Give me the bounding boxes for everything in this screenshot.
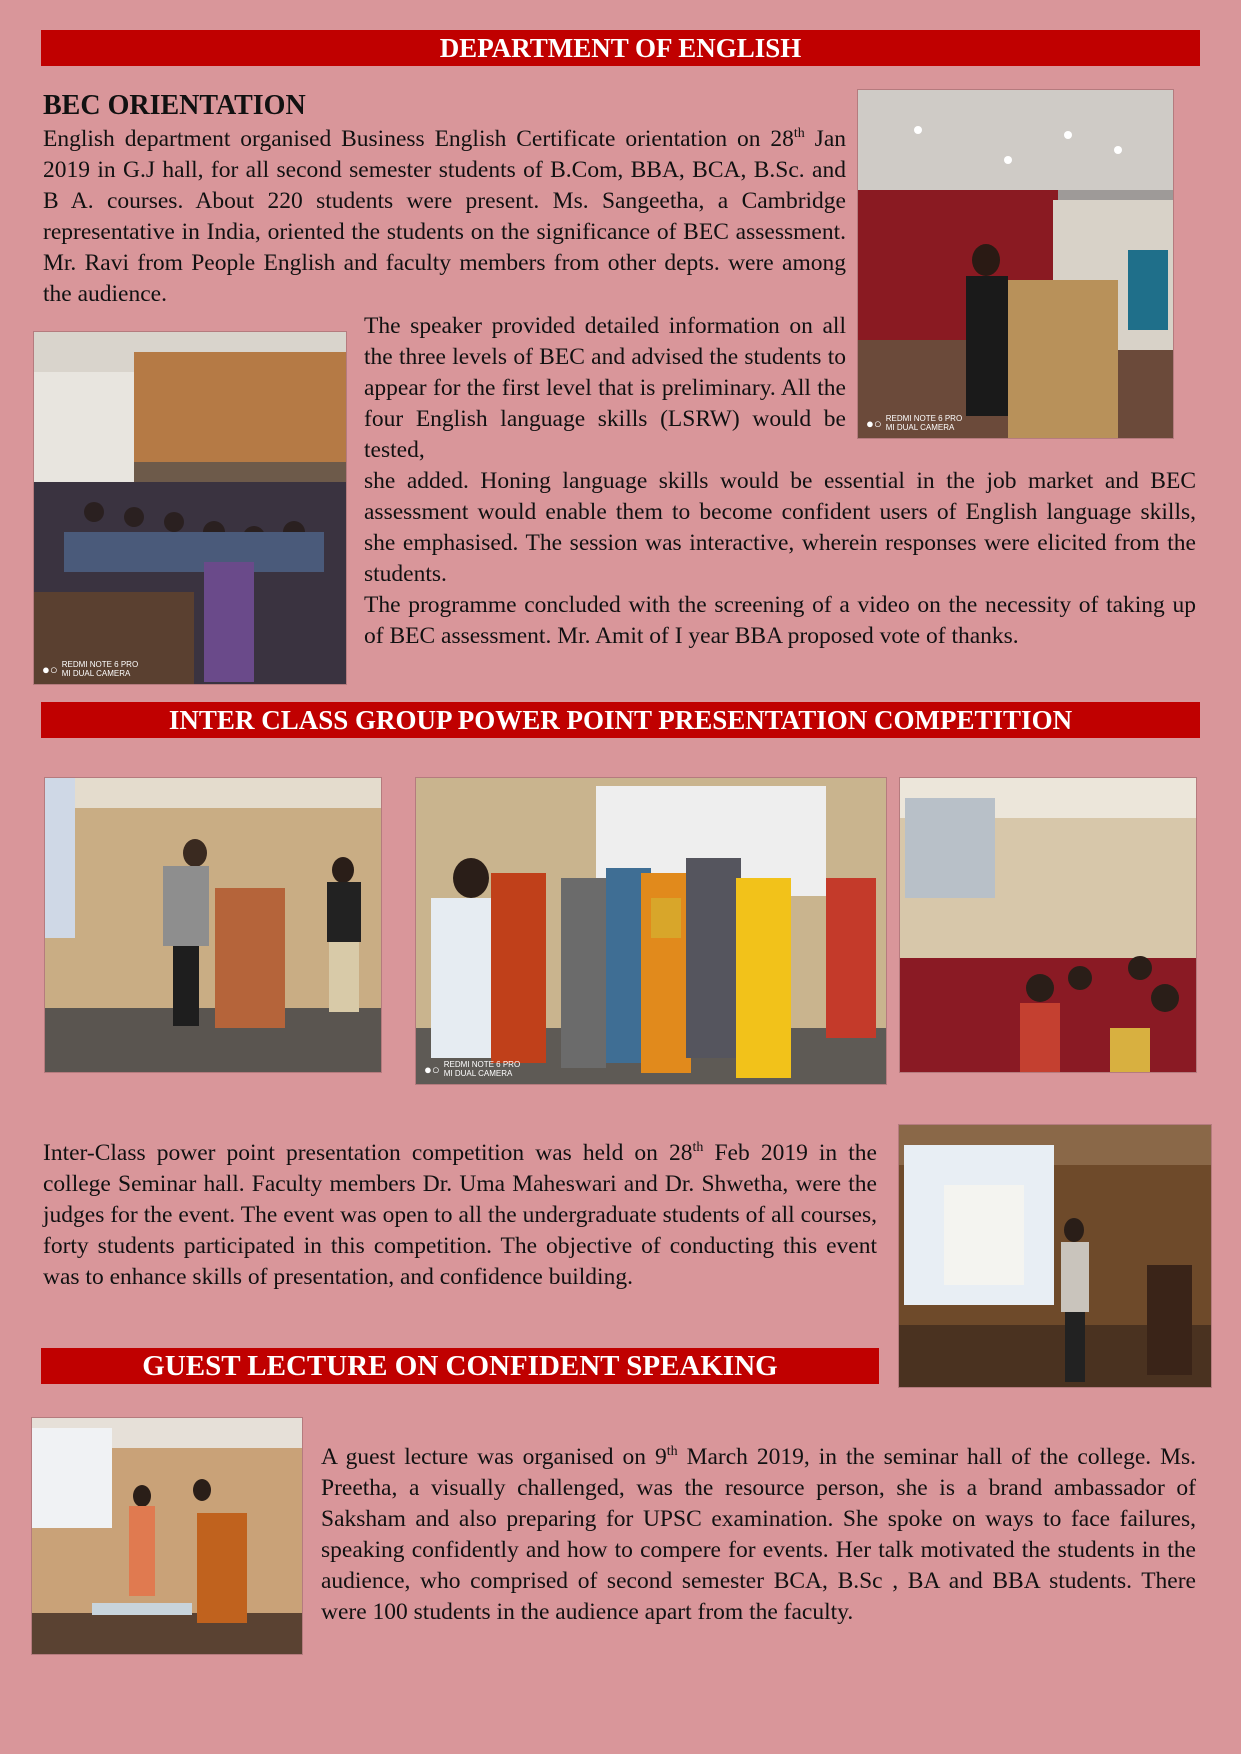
guest-heading-banner: [41, 1348, 879, 1384]
guest-paragraph: A guest lecture was organised on 9th March 2019, in the seminar hall of the college. Ms. Preetha, a visually challenged, was the resource person, she is a brand ambassador of Saksham and also preparing for UPSC examination. She spoke on ways to face failures, speaking confidently and how to compere for events. Her talk motivated the students in the audience, who comprised of second semester BCA, B.Sc , BA and BBA students. There were 100 students in the audience apart from the faculty.: [321, 1444, 1197, 1625]
bec-paragraph-2: The speaker provided detailed information on all the three levels of BEC and advised the students to appear for the first level that is preliminary. All the four English language skills (LSRW) would be tested,: [364, 313, 846, 463]
ppt-paragraph: Inter-Class power point presentation competition was held on 28th Feb 2019 in the college Seminar hall. Faculty members Dr. Uma Maheswari and Dr. Shwetha, were the judges for the event. The event was open to all the undergraduate students of all courses, forty students participated in this competition. The objective of conducting this event was to enhance skills of presentation, and confidence building.: [43, 1140, 877, 1290]
ppt-prize-photo: [415, 777, 887, 1085]
ppt-heading-banner: [41, 702, 1200, 738]
bec-audience-photo: [33, 331, 347, 685]
bec-paragraph-1: English department organised Business English Certificate orientation on 28th Jan 2019 in G.J hall, for all second semester students of B.Com, BBA, BCA, B.Sc. and B A. courses. About 220 students were present. Ms. Sangeetha, a Cambridge representative in India, oriented the students on the significance of BEC assessment. Mr. Ravi from People English and faculty members from other depts. were among the audience.: [43, 126, 846, 307]
bec-paragraph-3: she added. Honing language skills would be essential in the job market and BEC assessment would enable them to become confident users of English language skills, she emphasised. The session was interactive, wherein responses were elicited from the students.: [364, 468, 1196, 587]
camera-watermark: ●○ REDMI NOTE 6 PRO MI DUAL CAMERA: [424, 1060, 521, 1078]
bec-paragraph-4: The programme concluded with the screening of a video on the necessity of taking up of BEC assessment. Mr. Amit of I year BBA proposed vote of thanks.: [364, 592, 1196, 649]
department-title: DEPARTMENT OF ENGLISH: [439, 33, 802, 63]
ppt-heading: INTER CLASS GROUP POWER POINT PRESENTATION COMPETITION: [168, 705, 1073, 735]
guest-heading: GUEST LECTURE ON CONFIDENT SPEAKING: [142, 1350, 778, 1382]
camera-watermark: ●○ REDMI NOTE 6 PRO MI DUAL CAMERA: [42, 660, 139, 678]
bec-heading: BEC ORIENTATION: [43, 90, 306, 121]
bec-speaker-photo: [857, 89, 1174, 439]
ppt-speaker-photo: [44, 777, 382, 1073]
department-title-banner: [41, 30, 1200, 66]
guest-lecture-photo: [31, 1417, 303, 1655]
ppt-audience-photo: [899, 777, 1197, 1073]
camera-watermark: ●○ REDMI NOTE 6 PRO MI DUAL CAMERA: [866, 414, 963, 432]
ppt-presenter-photo: [898, 1124, 1212, 1388]
